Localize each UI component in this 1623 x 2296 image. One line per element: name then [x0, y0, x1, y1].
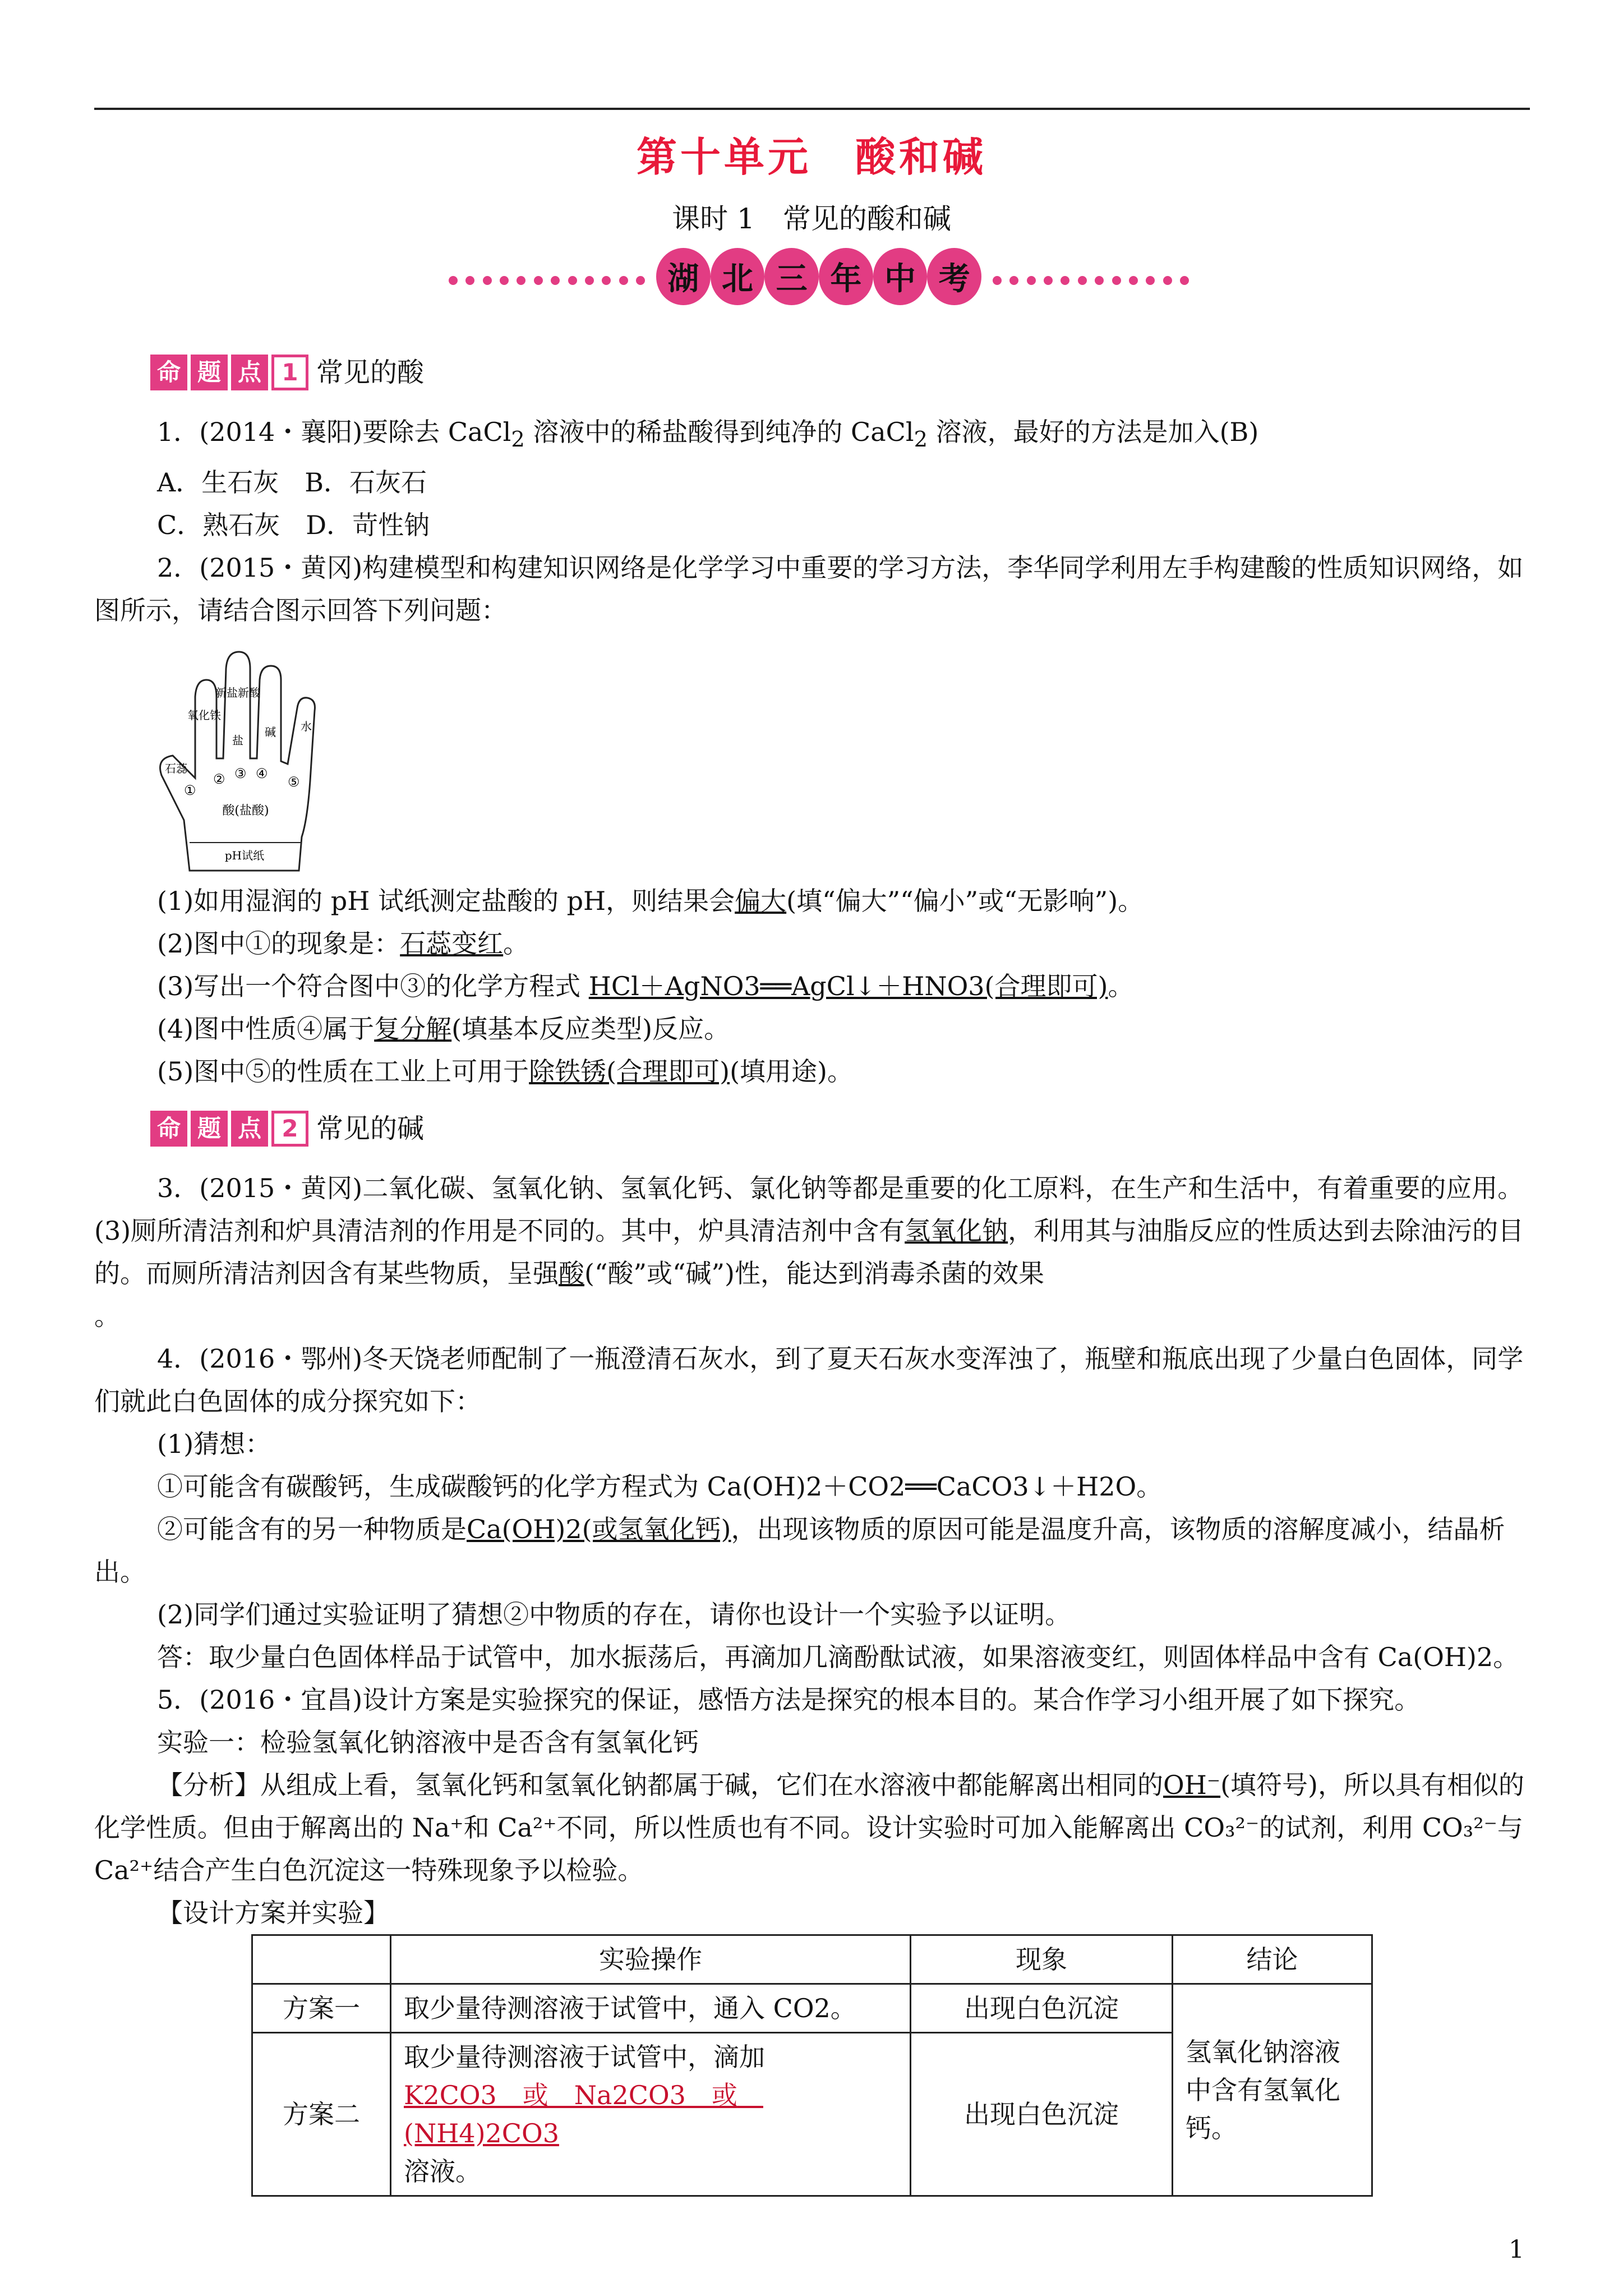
banner-char: 中: [873, 248, 928, 305]
lesson-subtitle: 课时 1 常见的酸和碱: [672, 203, 951, 235]
section-tag: 命 题 点 1: [150, 355, 312, 390]
table-cell: 出现白色沉淀: [911, 2033, 1173, 2196]
question-2: 2．(2015・黄冈)构建模型和构建知识网络是化学学习中重要的学习方法，李华同学利用左手构建酸的性质知识网络，如图所示，请结合图示回答下列问题：: [94, 553, 1524, 626]
svg-text:石蕊: 石蕊: [165, 762, 187, 776]
table-answer: K2CO3 或 Na2CO3 或 (NH4)2CO3: [404, 2080, 763, 2149]
svg-text:酸(盐酸): 酸(盐酸): [222, 804, 269, 818]
svg-text:新盐新酸: 新盐新酸: [215, 686, 260, 700]
experiment-table: [251, 1934, 1373, 2197]
svg-text:③: ③: [234, 766, 247, 782]
unit-title: 第十单元 酸和碱: [636, 133, 986, 181]
table-row: [252, 1984, 1372, 2033]
top-rule: [94, 108, 1530, 110]
table-header-cell: 实验操作: [391, 1935, 911, 1984]
table-cell: 方案二: [252, 2033, 391, 2196]
table-cell: 取少量待测溶液于试管中，滴加 K2CO3 或 Na2CO3 或 (NH4)2CO3 溶液。: [391, 2033, 911, 2196]
q4-step-5: 答：取少量白色固体样品于试管中，加水振荡后，再滴加几滴酚酞试液，如果溶液变红，则固体样品中含有 Ca(OH)2。: [157, 1642, 1519, 1673]
banner-char: 北: [711, 248, 765, 305]
question-5: 5．(2016・宜昌)设计方案是实验探究的保证，感悟方法是探究的根本目的。某合作学习小组开展了如下探究。: [157, 1685, 1421, 1715]
svg-text:氧化铁: 氧化铁: [187, 708, 221, 723]
svg-text:⑤: ⑤: [288, 774, 300, 790]
banner-char: 年: [819, 248, 873, 305]
q2-answer-3: (3)写出一个符合图中③的化学方程式 HCl＋AgNO3══AgCl↓＋HNO3(合理即可)。: [157, 971, 1134, 1002]
q3-tail: 。: [94, 1301, 120, 1332]
banner-char: 三: [764, 248, 819, 305]
q5-design-heading: 【设计方案并实验】: [157, 1898, 389, 1929]
table-header-cell: 结论: [1173, 1935, 1372, 1984]
svg-text:②: ②: [213, 771, 225, 788]
section-heading-1: [150, 350, 1530, 395]
table-cell: 取少量待测溶液于试管中，通入 CO2。: [391, 1984, 911, 2033]
svg-text:水: 水: [301, 720, 312, 734]
q5-analysis: 【分析】从组成上看，氢氧化钙和氢氧化钠都属于碱，它们在水溶液中都能解离出相同的OH⁻(填符号)，所以具有相似的化学性质。但由于解离出的 Na⁺和 Ca²⁺不同，所以性质也有不同。设计实验时可加入能解离出 CO₃²⁻的试剂，利用 CO₃²⁻与 Ca²⁺结合产生白色沉淀这一特殊现象予以检验。: [94, 1770, 1525, 1886]
q2-answer-2: (2)图中①的现象是：石蕊变红。: [157, 928, 529, 959]
q1-options-1: A．生石灰 B．石灰石: [157, 467, 427, 498]
section-label: 常见的碱: [316, 1113, 425, 1145]
svg-text:pH试纸: pH试纸: [224, 849, 265, 863]
banner-circles: [656, 248, 981, 305]
page-number: 1: [1509, 2235, 1524, 2264]
table-header-row: [252, 1935, 1372, 1984]
svg-text:盐: 盐: [232, 734, 243, 748]
section-heading-2: [150, 1106, 1530, 1151]
section-label: 常见的酸: [316, 357, 425, 388]
svg-text:①: ①: [184, 783, 196, 799]
table-conclusion-cell: 氢氧化钠溶液中含有氢氧化钙。: [1173, 1984, 1372, 2196]
svg-text:碱: 碱: [265, 725, 276, 739]
section-tag: 命 题 点 2: [150, 1111, 312, 1147]
banner-char: 湖: [656, 248, 711, 305]
table-cell: 方案一: [252, 1984, 391, 2033]
banner-dots-right: [993, 276, 1189, 287]
hand-diagram: [150, 635, 341, 876]
question-1: 1．(2014・襄阳)要除去 CaCl$_2$ 溶液中的稀盐酸得到纯净的 CaCl$_2$ 溶液，最好的方法是加入(B): [157, 417, 1259, 453]
svg-text:④: ④: [256, 766, 268, 782]
q2-answer-1: (1)如用湿润的 pH 试纸测定盐酸的 pH，则结果会偏大(填“偏大”“偏小”或“无影响”)。: [157, 886, 1144, 917]
table-cell: 出现白色沉淀: [911, 1984, 1173, 2033]
banner: [449, 248, 1189, 315]
q2-answer-4: (4)图中性质④属于复分解(填基本反应类型)反应。: [157, 1014, 730, 1045]
q4-step-3: ②可能含有的另一种物质是Ca(OH)2(或氢氧化钙)，出现该物质的原因可能是温度升高，该物质的溶解度减小，结晶析出。: [94, 1514, 1505, 1588]
document-body: [94, 337, 1530, 2197]
q4-step-1: (1)猜想：: [157, 1429, 271, 1460]
banner-dots-left: [449, 276, 645, 287]
question-4: 4．(2016・鄂州)冬天饶老师配制了一瓶澄清石灰水，到了夏天石灰水变浑浊了，瓶壁和瓶底出现了少量白色固体，同学们就此白色固体的成分探究如下：: [94, 1343, 1524, 1417]
q2-answer-5: (5)图中⑤的性质在工业上可用于除铁锈(合理即可)(填用途)。: [157, 1056, 853, 1087]
banner-char: 考: [927, 248, 981, 305]
q4-step-2: ①可能含有碳酸钙，生成碳酸钙的化学方程式为 Ca(OH)2＋CO2══CaCO3↓＋H2O。: [157, 1471, 1163, 1502]
q5-experiment: 实验一：检验氢氧化钠溶液中是否含有氢氧化钙: [157, 1727, 699, 1758]
q1-options-2: C．熟石灰 D．苛性钠: [157, 510, 430, 541]
table-header-cell: 现象: [911, 1935, 1173, 1984]
q4-step-4: (2)同学们通过实验证明了猜想②中物质的存在，请你也设计一个实验予以证明。: [157, 1599, 1071, 1630]
table-header-cell: [252, 1935, 391, 1984]
question-3: 3．(2015・黄冈)二氧化碳、氢氧化钠、氢氧化钙、氯化钠等都是重要的化工原料，在生产和生活中，有着重要的应用。(3)厕所清洁剂和炉具清洁剂的作用是不同的。其中，炉具清洁剂中含有氢氧化钠，利用其与油脂反应的性质达到去除油污的目的。而厕所清洁剂因含有某些物质，呈强酸(“酸”或“碱”)性，能达到消毒杀菌的效果: [94, 1173, 1524, 1289]
